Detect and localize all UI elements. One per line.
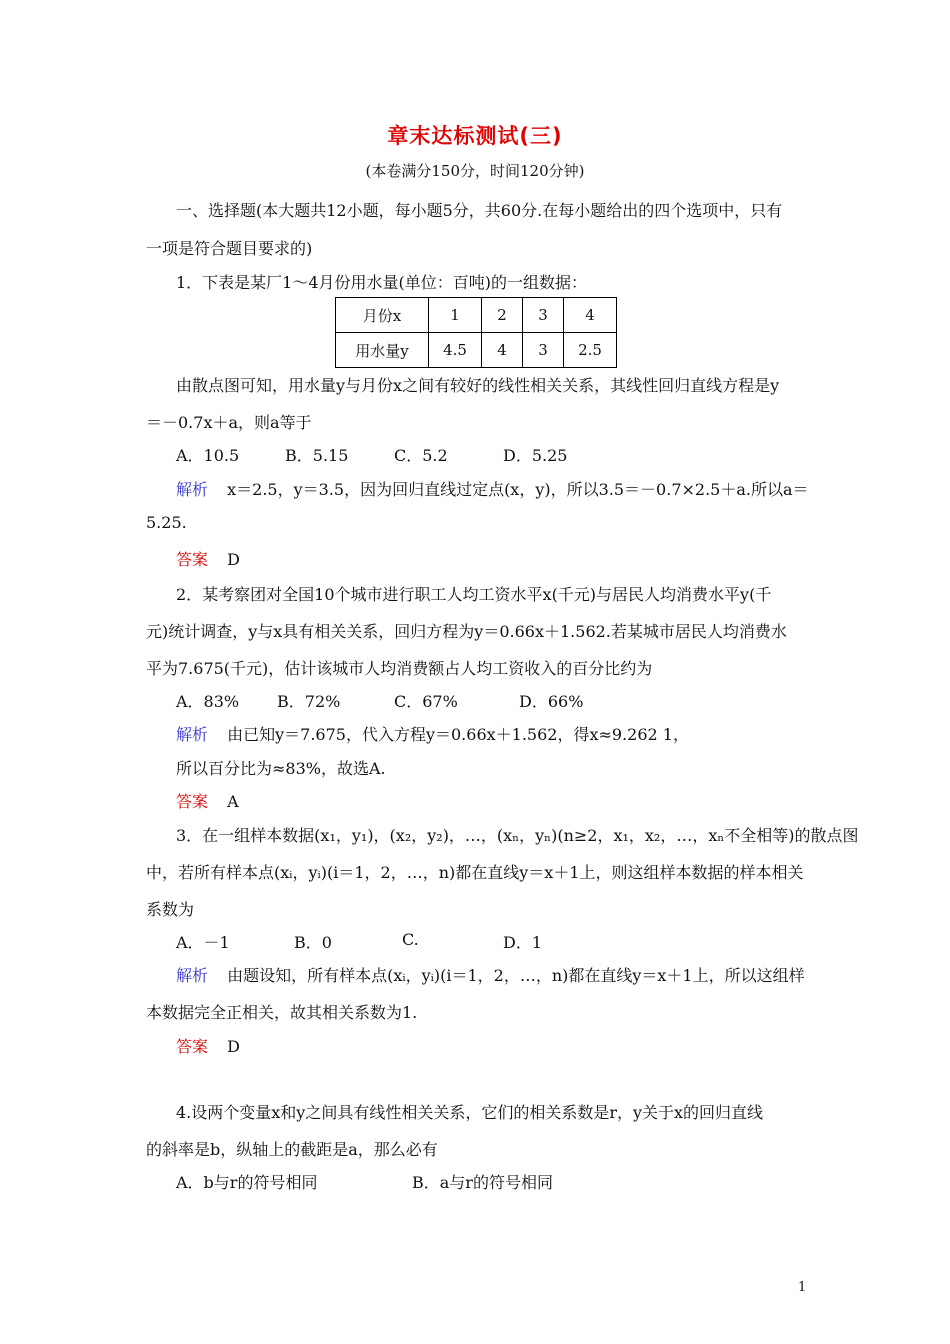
table-cell: 4 [482, 333, 523, 368]
table-cell: 4.5 [429, 333, 482, 368]
q2-option-a: A．83% [176, 692, 240, 711]
section-instruction-line2: 一项是符合题目要求的) [146, 239, 313, 258]
q3-stem-line1: 3．在一组样本数据(x₁，y₁)，(x₂，y₂)，…，(xₙ，yₙ)(n≥2，x₁，x₂，…，xₙ不全相等)的散点图 [176, 826, 859, 845]
q1-stem: 1．下表是某厂1～4月份用水量(单位：百吨)的一组数据： [176, 273, 588, 292]
q4-options [176, 1170, 816, 1192]
answer-label: 答案 [176, 550, 209, 569]
q4-option-b: B．a与r的符号相同 [412, 1173, 553, 1192]
q2-options [176, 689, 816, 711]
q2-option-d: D．66% [519, 692, 584, 711]
analysis-text: 由题设知，所有样本点(xᵢ，yᵢ)(i＝1，2，…，n)都在直线y＝x＋1上，所以这组样 [227, 966, 805, 985]
q3-option-c: C. [402, 930, 419, 949]
answer-value: D [227, 550, 240, 569]
analysis-label: 解析 [176, 725, 209, 744]
table-cell: 4 [564, 298, 617, 333]
table-cell: 2.5 [564, 333, 617, 368]
q1-text-line1: 由散点图可知，用水量y与月份x之间有较好的线性相关关系，其线性回归直线方程是y [176, 376, 780, 395]
q1-option-c: C．5.2 [394, 446, 448, 465]
q1-text-line2: ＝－0.7x＋a，则a等于 [146, 413, 312, 432]
table-row [336, 298, 617, 333]
q3-analysis-line2: 本数据完全正相关，故其相关系数为1. [146, 1003, 418, 1022]
table-cell: 1 [429, 298, 482, 333]
q3-options [176, 930, 816, 952]
q2-stem-line1: 2．某考察团对全国10个城市进行职工人均工资水平x(千元)与居民人均消费水平y(千 [176, 585, 772, 604]
page-subtitle: (本卷满分150分，时间120分钟) [365, 162, 585, 180]
q2-option-b: B．72% [277, 692, 341, 711]
answer-value: D [227, 1037, 240, 1056]
table-cell: 3 [523, 298, 564, 333]
table-header-month: 月份x [336, 298, 429, 333]
q3-stem-line3: 系数为 [146, 900, 195, 919]
q4-option-a: A．b与r的符号相同 [176, 1173, 318, 1192]
q2-stem-line2: 元)统计调查，y与x具有相关关系，回归方程为y＝0.66x＋1.562.若某城市居民人均消费水 [146, 622, 787, 641]
q1-option-a: A．10.5 [176, 446, 240, 465]
analysis-text: 由已知y＝7.675，代入方程y＝0.66x＋1.562，得x≈9.262 1， [227, 725, 689, 744]
table-cell: 3 [523, 333, 564, 368]
q3-answer [176, 1034, 240, 1057]
q3-option-b: B．0 [294, 933, 332, 952]
q1-data-table [335, 297, 617, 368]
q1-analysis-line1 [176, 477, 809, 500]
answer-value: A [227, 792, 239, 811]
table-header-usage: 用水量y [336, 333, 429, 368]
q3-option-a: A．－1 [176, 933, 230, 952]
q3-option-d: D．1 [503, 933, 543, 952]
analysis-label: 解析 [176, 480, 209, 499]
q2-answer [176, 789, 239, 812]
q2-analysis-line2: 所以百分比为≈83%，故选A. [176, 759, 386, 778]
page-number: 1 [798, 1280, 807, 1295]
page-title: 章末达标测试(三) [387, 124, 563, 148]
q2-option-c: C．67% [394, 692, 458, 711]
q4-stem-line1: 4.设两个变量x和y之间具有线性相关关系，它们的相关系数是r，y关于x的回归直线 [176, 1103, 764, 1122]
q3-analysis-line1 [176, 963, 805, 986]
q1-option-b: B．5.15 [285, 446, 349, 465]
section-instruction-line1: 一、选择题(本大题共12小题，每小题5分，共60分.在每小题给出的四个选项中，只有 [176, 201, 783, 220]
q1-answer [176, 547, 240, 570]
table-cell: 2 [482, 298, 523, 333]
q1-option-d: D．5.25 [503, 446, 568, 465]
analysis-text: x＝2.5，y＝3.5，因为回归直线过定点(x，y)，所以3.5＝－0.7×2.5＋a.所以a＝ [227, 480, 809, 499]
q4-stem-line2: 的斜率是b，纵轴上的截距是a，那么必有 [146, 1140, 438, 1159]
table-row [336, 333, 617, 368]
q3-stem-line2: 中，若所有样本点(xᵢ，yᵢ)(i＝1，2，…，n)都在直线y＝x＋1上，则这组样本数据的样本相关 [146, 863, 804, 882]
q2-stem-line3: 平为7.675(千元)，估计该城市人均消费额占人均工资收入的百分比约为 [146, 659, 653, 678]
q2-analysis-line1 [176, 722, 689, 745]
answer-label: 答案 [176, 792, 209, 811]
answer-label: 答案 [176, 1037, 209, 1056]
q1-options [176, 443, 816, 465]
q1-analysis-line2: 5.25. [146, 513, 187, 532]
analysis-label: 解析 [176, 966, 209, 985]
